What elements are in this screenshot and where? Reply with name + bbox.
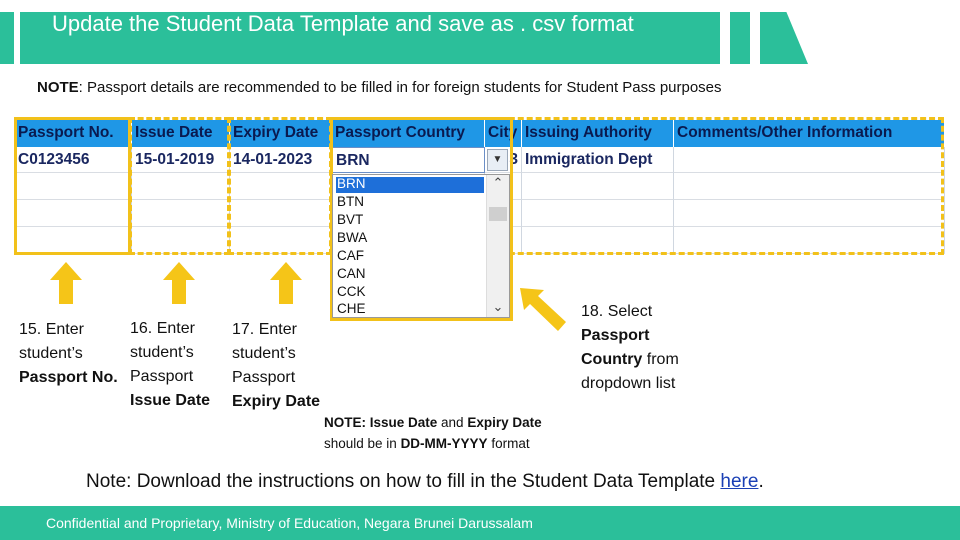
date-format-note	[324, 412, 594, 454]
note-text: and	[437, 415, 468, 430]
step-text	[581, 348, 679, 372]
scrollbar-thumb[interactable]	[489, 207, 507, 221]
cell-issuing-authority[interactable]: Immigration Dept	[522, 147, 674, 173]
step-text: Passport	[232, 369, 296, 386]
step-text: Expiry Date	[232, 393, 321, 410]
step-text: student’s	[232, 345, 296, 362]
country-dropdown-list[interactable]	[332, 174, 510, 318]
dropdown-option[interactable]: BTN	[337, 194, 364, 209]
dropdown-scrollbar[interactable]	[486, 175, 509, 317]
scroll-up-icon[interactable]: ⌃	[492, 175, 504, 190]
col-header-expiry-date[interactable]: Expiry Date	[230, 120, 332, 147]
note-bold: Expiry Date	[467, 415, 542, 430]
step-text: 18. Select	[581, 303, 653, 320]
cell-passport-no[interactable]: C0123456	[15, 147, 132, 173]
step-text: 16. Enter	[130, 320, 195, 337]
step-17-label	[232, 318, 320, 414]
step-text: Passport No.	[19, 369, 118, 386]
date-note-line	[324, 412, 594, 433]
dropdown-option[interactable]: BVT	[337, 212, 364, 227]
dropdown-option[interactable]: CAF	[337, 248, 364, 263]
dropdown-toggle-button[interactable]: ▼	[487, 149, 508, 171]
dropdown-option[interactable]: CAN	[337, 266, 366, 281]
note-text: should be in	[324, 436, 401, 451]
step-15-label	[19, 318, 118, 390]
arrow-up-icon	[163, 262, 195, 304]
footer-text: Confidential and Proprietary, Ministry of Education, Negara Brunei Darussalam	[46, 515, 533, 531]
step-16-label	[130, 317, 210, 413]
arrow-up-icon	[270, 262, 302, 304]
col-header-issue-date[interactable]: Issue Date	[132, 120, 230, 147]
step-text: Passport	[581, 327, 650, 344]
download-link[interactable]: here	[720, 471, 759, 492]
note-text: : Passport details are recommended to be filled in for foreign students for Student Pass purposes	[78, 79, 722, 96]
download-note-end: .	[758, 471, 764, 492]
step-text: 17. Enter	[232, 321, 297, 338]
date-note-line	[324, 433, 594, 454]
scroll-down-icon[interactable]: ⌄	[492, 299, 504, 314]
note-label: NOTE	[37, 79, 79, 96]
step-text: 15. Enter	[19, 321, 84, 338]
download-note-text: Note: Download the instructions on how to fill in the Student Data Template	[86, 471, 721, 492]
step-text: student’s	[130, 344, 194, 361]
cell-passport-country[interactable]: BRN	[332, 147, 485, 173]
header-accent-right	[730, 12, 750, 64]
cell-expiry-date[interactable]: 14-01-2023	[230, 147, 332, 173]
download-note	[86, 471, 764, 493]
step-text: dropdown list	[581, 375, 676, 392]
arrow-up-icon	[50, 262, 82, 304]
note-bold: NOTE: Issue Date	[324, 415, 438, 430]
dropdown-option[interactable]: BRN	[337, 176, 366, 191]
highlight-passport-no	[14, 117, 131, 255]
col-header-passport-no[interactable]: Passport No.	[15, 120, 132, 147]
col-header-issuing-authority[interactable]: Issuing Authority	[522, 120, 674, 147]
page-title: Update the Student Data Template and save as . csv format	[52, 11, 634, 36]
arrow-diagonal-icon	[520, 288, 566, 332]
dropdown-option[interactable]: CHE	[337, 301, 366, 316]
cell-city[interactable]: 3	[485, 147, 522, 173]
step-text: Passport	[130, 368, 194, 385]
dropdown-option[interactable]: CCK	[337, 284, 366, 299]
dropdown-option[interactable]: BWA	[337, 230, 368, 245]
step-text: student’s	[19, 345, 83, 362]
header-accent-shape	[760, 12, 808, 64]
header-accent-left	[0, 12, 14, 64]
col-header-passport-country[interactable]: Passport Country	[332, 120, 485, 147]
step-text-bold: Country	[581, 351, 643, 368]
cell-issue-date[interactable]: 15-01-2019	[132, 147, 230, 173]
note-bold: DD-MM-YYYY	[400, 436, 488, 451]
step-18-label	[581, 300, 679, 396]
step-text: from	[642, 351, 679, 368]
passport-note	[37, 79, 722, 96]
step-text: Issue Date	[130, 392, 211, 409]
highlight-issue-date	[129, 117, 230, 255]
note-text: format	[487, 436, 530, 451]
col-header-city[interactable]: City	[485, 120, 522, 147]
col-header-comments[interactable]: Comments/Other Information	[674, 120, 945, 147]
highlight-expiry-date	[228, 117, 332, 255]
